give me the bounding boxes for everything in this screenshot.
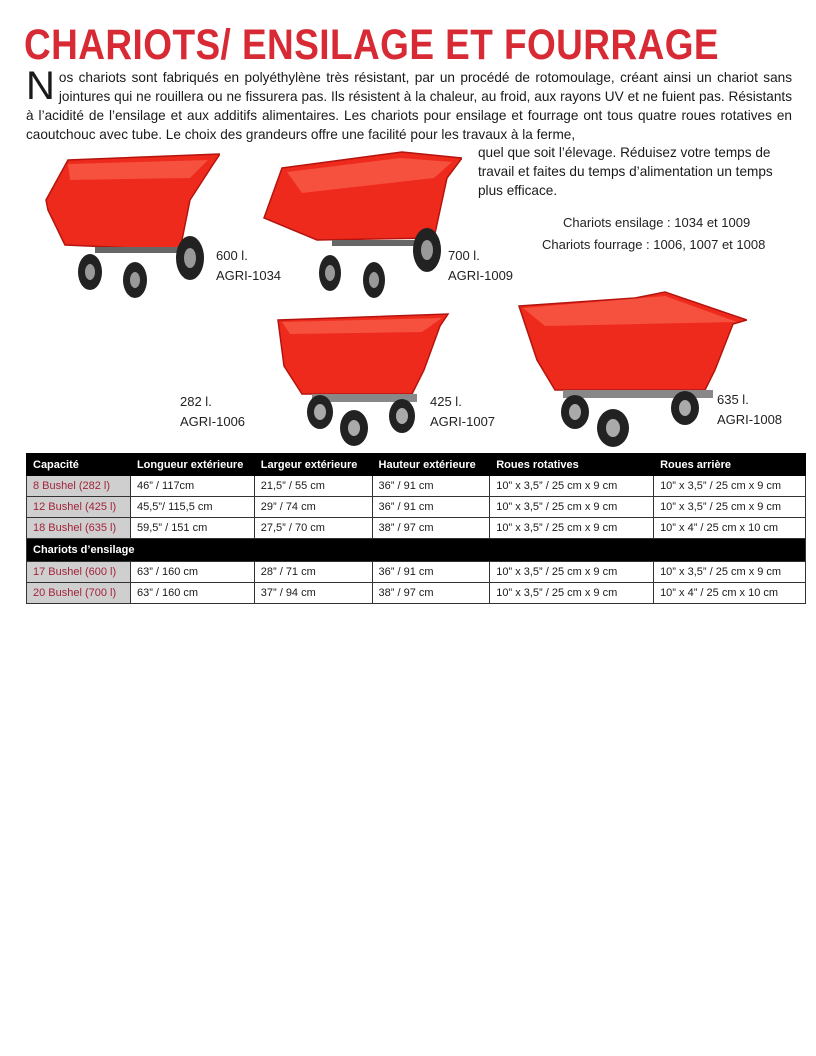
table-row bbox=[27, 497, 806, 518]
cell-capacity: 12 Bushel (425 l) bbox=[27, 497, 131, 518]
cell-rear-wheels: 10” x 3,5” / 25 cm x 9 cm bbox=[654, 476, 806, 497]
cart-label-agri-1009 bbox=[448, 246, 513, 286]
spec-table bbox=[26, 453, 806, 604]
header-largeur: Largeur extérieure bbox=[254, 454, 372, 476]
cart-image-agri-1009 bbox=[262, 148, 462, 303]
drop-cap: N bbox=[26, 64, 55, 108]
cart-code: AGRI-1034 bbox=[216, 268, 282, 283]
cell-capacity: 8 Bushel (282 l) bbox=[27, 476, 131, 497]
cell-width: 28” / 71 cm bbox=[254, 562, 372, 583]
cell-capacity: 18 Bushel (635 l) bbox=[27, 518, 131, 539]
page-title: CHARIOTS/ ENSILAGE ET FOURRAGE bbox=[24, 21, 720, 69]
cell-capacity: 17 Bushel (600 l) bbox=[27, 562, 131, 583]
cart-capacity: 600 l. bbox=[216, 248, 248, 263]
cell-height: 38” / 97 cm bbox=[372, 518, 490, 539]
cell-height: 38” / 97 cm bbox=[372, 583, 490, 604]
section-label-ensilage: Chariots d’ensilage bbox=[27, 539, 806, 562]
table-row bbox=[27, 476, 806, 497]
header-hauteur: Hauteur extérieure bbox=[372, 454, 490, 476]
cell-capacity: 20 Bushel (700 l) bbox=[27, 583, 131, 604]
cell-swivel-wheels: 10” x 3,5” / 25 cm x 9 cm bbox=[490, 583, 654, 604]
cell-swivel-wheels: 10” x 3,5” / 25 cm x 9 cm bbox=[490, 497, 654, 518]
cart-code: AGRI-1007 bbox=[430, 414, 496, 429]
header-capacite: Capacité bbox=[27, 454, 131, 476]
table-row bbox=[27, 583, 806, 604]
cell-rear-wheels: 10” x 4” / 25 cm x 10 cm bbox=[654, 583, 806, 604]
cart-code: AGRI-1008 bbox=[717, 412, 783, 427]
cell-height: 36” / 91 cm bbox=[372, 562, 490, 583]
cart-image-agri-1008 bbox=[515, 290, 747, 450]
cell-length: 59,5” / 151 cm bbox=[130, 518, 254, 539]
cell-length: 45,5”/ 115,5 cm bbox=[130, 497, 254, 518]
table-row bbox=[27, 518, 806, 539]
note-ensilage: Chariots ensilage : 1034 et 1009 bbox=[563, 215, 751, 230]
table-row bbox=[27, 562, 806, 583]
cell-rear-wheels: 10” x 3,5” / 25 cm x 9 cm bbox=[654, 562, 806, 583]
intro-paragraph bbox=[26, 64, 792, 144]
cell-length: 63” / 160 cm bbox=[130, 562, 254, 583]
cart-capacity: 635 l. bbox=[717, 392, 749, 407]
table-header-row bbox=[27, 454, 806, 476]
note-fourrage: Chariots fourrage : 1006, 1007 et 1008 bbox=[542, 237, 766, 252]
header-roues-arriere: Roues arrière bbox=[654, 454, 806, 476]
cart-image-agri-1034 bbox=[40, 150, 220, 305]
cart-code: AGRI-1006 bbox=[180, 414, 246, 429]
cart-capacity: 282 l. bbox=[180, 394, 212, 409]
cell-width: 21,5” / 55 cm bbox=[254, 476, 372, 497]
cart-capacity: 425 l. bbox=[430, 394, 462, 409]
cell-height: 36” / 91 cm bbox=[372, 497, 490, 518]
cell-width: 27,5” / 70 cm bbox=[254, 518, 372, 539]
table-section-row bbox=[27, 539, 806, 562]
cell-width: 29” / 74 cm bbox=[254, 497, 372, 518]
cart-code: AGRI-1009 bbox=[448, 268, 514, 283]
cell-length: 46” / 117cm bbox=[130, 476, 254, 497]
cell-rear-wheels: 10” x 3,5” / 25 cm x 9 cm bbox=[654, 497, 806, 518]
cell-rear-wheels: 10” x 4” / 25 cm x 10 cm bbox=[654, 518, 806, 539]
cell-width: 37” / 94 cm bbox=[254, 583, 372, 604]
cell-swivel-wheels: 10” x 3,5” / 25 cm x 9 cm bbox=[490, 562, 654, 583]
cell-swivel-wheels: 10” x 3,5” / 25 cm x 9 cm bbox=[490, 476, 654, 497]
cart-capacity: 700 l. bbox=[448, 248, 480, 263]
cell-swivel-wheels: 10” x 3,5” / 25 cm x 9 cm bbox=[490, 518, 654, 539]
header-roues-rotatives: Roues rotatives bbox=[490, 454, 654, 476]
cell-height: 36” / 91 cm bbox=[372, 476, 490, 497]
intro-text: os chariots sont fabriqués en polyéthylène très résistant, par un procédé de rotomoulage, créant ainsi un chariot sans jointures qui ne rouillera ou ne fissurera pas. Ils résistent à la chaleur, au froid, aux rayons UV et ne fuient pas. Résistants à l’acidité de l’ensilage et aux additifs alimentaires. Les chariots pour ensilage et fourrage ont tous quatre roues rotatives en caoutchouc avec tube. Le choix des grandeurs offre une facilité pour les travaux à la ferme, bbox=[26, 70, 792, 142]
cell-length: 63” / 160 cm bbox=[130, 583, 254, 604]
cart-image-agri-1006-1007 bbox=[272, 310, 452, 452]
header-longueur: Longueur extérieure bbox=[130, 454, 254, 476]
cart-label-agri-1006 bbox=[180, 392, 245, 432]
cart-label-agri-1008 bbox=[717, 390, 782, 430]
cart-label-agri-1007 bbox=[430, 392, 495, 432]
intro-continuation: quel que soit l’élevage. Réduisez votre temps de travail et faites du temps d’alimentation un temps plus efficace. bbox=[478, 145, 773, 198]
